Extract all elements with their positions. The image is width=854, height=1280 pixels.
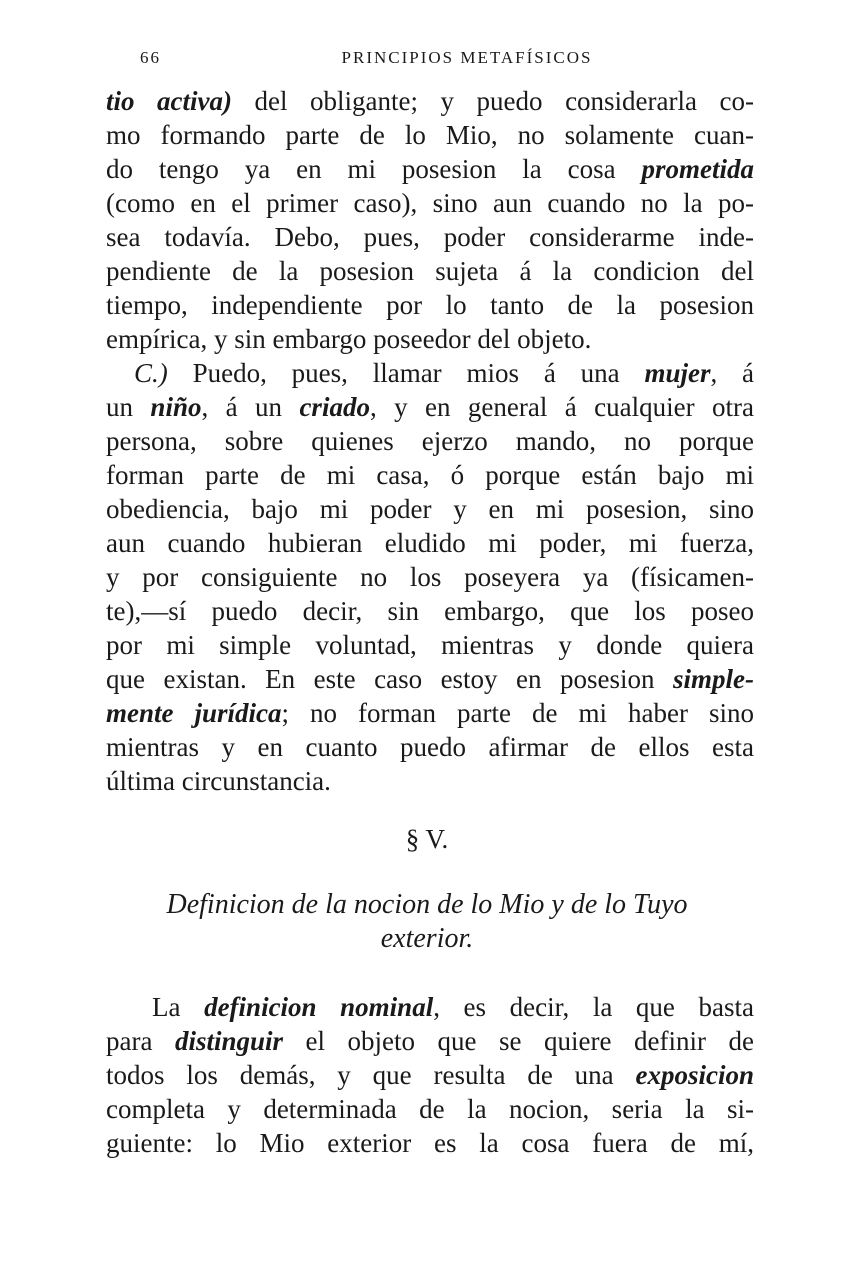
- running-head: PRINCIPIOS METAFÍSICOS: [341, 48, 593, 67]
- italic-text: mente jurídica: [106, 698, 282, 728]
- text-line: empírica, y sin embargo poseedor del objeto.: [106, 324, 592, 354]
- page-header: [140, 48, 754, 72]
- text-line: [106, 696, 754, 730]
- text-line: forman parte de mi casa, ó porque están bajo mi: [106, 460, 754, 490]
- text-line: [106, 152, 754, 186]
- text-line: última circunstancia.: [106, 766, 331, 796]
- text-run: todos los demás, y que resulta de una: [106, 1060, 636, 1090]
- page-number: 66: [140, 48, 161, 67]
- text-line: [106, 84, 754, 118]
- italic-text: C.): [134, 358, 168, 388]
- text-run: Puedo, pues, llamar mios á una: [167, 358, 645, 388]
- text-line: (como en el primer caso), sino aun cuando no la po-: [106, 188, 754, 218]
- text-line: mientras y en cuanto puedo afirmar de ellos esta: [106, 732, 754, 762]
- text-line: [106, 390, 754, 424]
- text-run: , y en general á cualquier otra: [369, 392, 755, 422]
- text-line: sea todavía. Debo, pues, poder considerarme inde-: [106, 222, 754, 252]
- text-run: , es decir, la que basta: [433, 992, 754, 1022]
- text-line: [106, 1058, 754, 1092]
- text-line: completa y determinada de la nocion, seria la si-: [106, 1094, 754, 1124]
- text-line: persona, sobre quienes ejerzo mando, no porque: [106, 426, 754, 456]
- italic-text: tio activa): [106, 86, 232, 116]
- italic-text: criado: [299, 392, 370, 422]
- text-run: que existan. En este caso estoy en posesion: [106, 664, 673, 694]
- italic-text: simple-: [673, 664, 754, 694]
- text-line: pendiente de la posesion sujeta á la condicion del: [106, 256, 754, 286]
- italic-text: exposicion: [635, 1060, 754, 1090]
- text-line: aun cuando hubieran eludido mi poder, mi fuerza,: [106, 528, 754, 558]
- text-run: La: [152, 992, 205, 1022]
- italic-text: definicion nominal: [204, 992, 434, 1022]
- text-run: del obligante; y puedo considerarla co-: [232, 86, 754, 116]
- text-line: mo formando parte de lo Mio, no solamente cuan-: [106, 120, 754, 150]
- text-run: para: [106, 1026, 175, 1056]
- text-line: te),—sí puedo decir, sin embargo, que los poseo: [106, 596, 754, 626]
- italic-text: distinguir: [174, 1026, 284, 1056]
- text-line: [106, 1024, 754, 1058]
- italic-text: mujer: [644, 358, 711, 388]
- text-run: do tengo ya en mi posesion la cosa: [106, 154, 642, 184]
- text-line: por mi simple voluntad, mientras y donde quiera: [106, 630, 754, 660]
- text-line: [152, 990, 754, 1024]
- text-run: ; no forman parte de mi haber sino: [281, 698, 754, 728]
- italic-text: prometida: [641, 154, 754, 184]
- section-title-continued: exterior.: [380, 923, 474, 954]
- text-run: , á: [710, 358, 755, 388]
- text-line: obediencia, bajo mi poder y en mi posesion, sino: [106, 494, 754, 524]
- text-line: y por consiguiente no los poseyera ya (físicamen-: [106, 562, 754, 592]
- text-line: [106, 662, 754, 696]
- text-run: un: [106, 392, 151, 422]
- text-line: [134, 356, 754, 390]
- section-number: § V.: [405, 824, 449, 854]
- section-title: Definicion de la nocion de lo Mio y de lo Tuyo: [166, 889, 688, 920]
- text-line: guiente: lo Mio exterior es la cosa fuera de mí,: [106, 1128, 754, 1158]
- italic-text: niño: [150, 392, 202, 422]
- text-run: , á un: [201, 392, 300, 422]
- text-run: el objeto que se quiere definir de: [283, 1026, 754, 1056]
- text-line: tiempo, independiente por lo tanto de la posesion: [106, 290, 754, 320]
